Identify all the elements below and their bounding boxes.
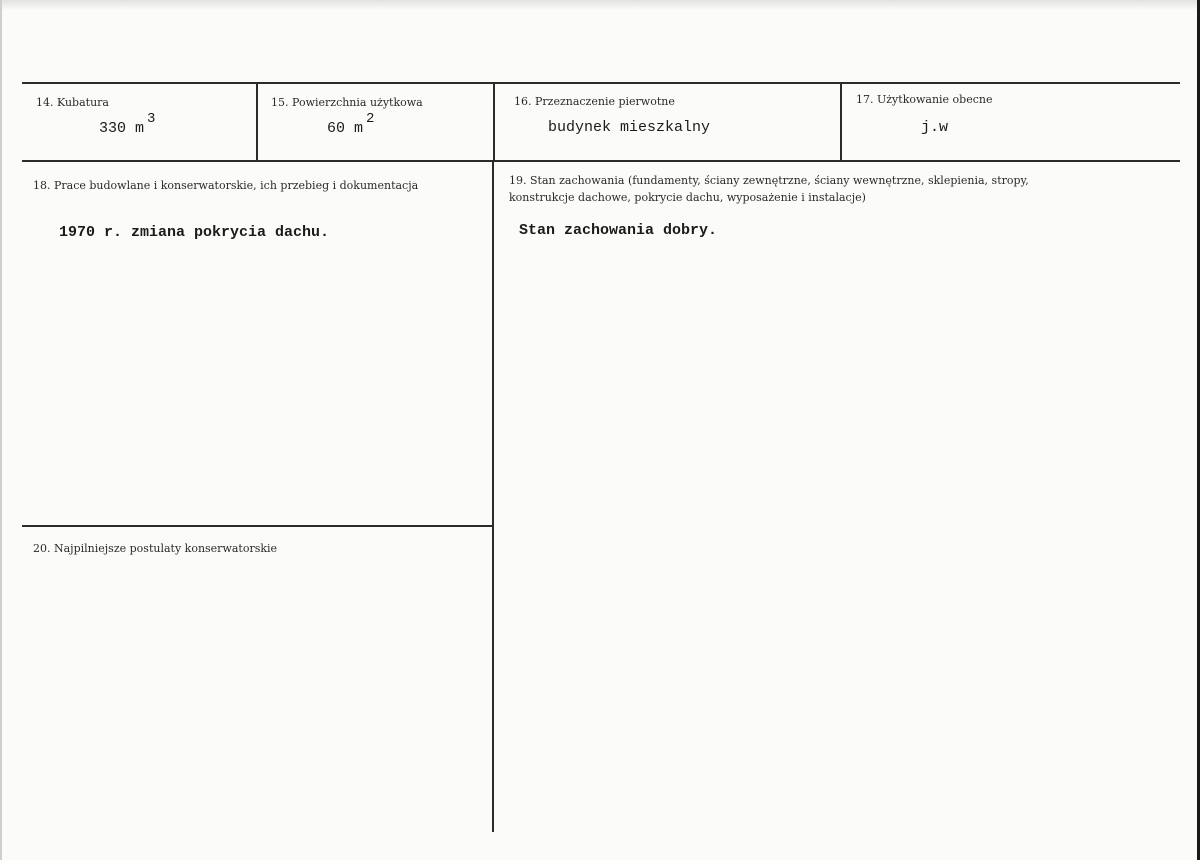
field-16-value: budynek mieszkalny bbox=[548, 119, 711, 136]
field-18-label: 18. Prace budowlane i konserwatorskie, ich przebieg i dokumentacja bbox=[33, 179, 419, 192]
field-14-label: 14. Kubatura bbox=[36, 96, 109, 109]
section18-bottom-line bbox=[22, 525, 493, 527]
field-19-label: 19. Stan zachowania (fundamenty, ściany zewnętrzne, ściany wewnętrzne, sklepienia, stropy, konstrukcje dachowe, pokrycie dachu, wyposażenie i instalacje) bbox=[509, 174, 1029, 204]
divider-main bbox=[492, 160, 494, 832]
field-17-value: j.w bbox=[921, 119, 949, 136]
field-14-value: 330 m bbox=[99, 120, 145, 137]
field-14-unit-superscript: 3 bbox=[147, 111, 156, 127]
field-18-value: 1970 r. zmiana pokrycia dachu. bbox=[59, 224, 330, 241]
field-19-value: Stan zachowania dobry. bbox=[519, 222, 718, 239]
table-top-line bbox=[22, 82, 1180, 84]
row1-bottom-line bbox=[22, 160, 1180, 162]
divider-16-17 bbox=[840, 83, 842, 161]
divider-15-16 bbox=[493, 83, 495, 161]
field-15-unit-superscript: 2 bbox=[366, 111, 375, 127]
divider-14-15 bbox=[256, 83, 258, 161]
top-shadow bbox=[0, 0, 1200, 10]
field-16-label: 16. Przeznaczenie pierwotne bbox=[514, 95, 675, 108]
field-15-value: 60 m bbox=[327, 120, 364, 137]
field-20-label: 20. Najpilniejsze postulaty konserwatorskie bbox=[33, 542, 278, 555]
left-edge bbox=[0, 0, 2, 860]
field-17-label: 17. Użytkowanie obecne bbox=[856, 93, 993, 106]
field-15-label: 15. Powierzchnia użytkowa bbox=[271, 96, 423, 109]
